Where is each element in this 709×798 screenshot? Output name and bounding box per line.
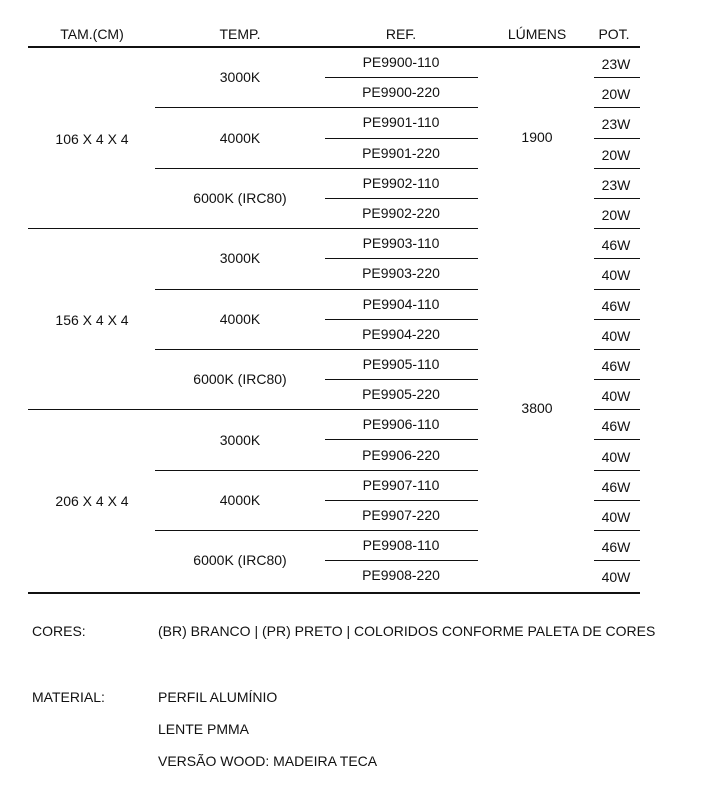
cores-value: (BR) BRANCO | (PR) PRETO | COLORIDOS CONFORME PALETA DE CORES <box>158 623 656 639</box>
ref-cell: PE9905-220 <box>362 386 440 403</box>
pot-row-rule <box>594 138 640 139</box>
pot-cell: 23W <box>601 56 631 72</box>
temp-cell: 6000K (IRC80) <box>193 371 287 388</box>
ref-cell: PE9901-220 <box>362 144 440 161</box>
temp-cell: 4000K <box>219 129 261 146</box>
ref-row-rule <box>325 77 478 78</box>
size-cell: 206 X 4 X 4 <box>55 492 129 509</box>
pot-cell: 40W <box>601 267 631 284</box>
ref-row-rule <box>325 198 478 199</box>
temp-cell: 4000K <box>219 310 261 327</box>
pot-cell: 40W <box>601 448 631 465</box>
material-line: PERFIL ALUMÍNIO <box>158 689 278 705</box>
lumens-cell: 3800 <box>521 400 553 417</box>
temp-cell: 3000K <box>219 69 261 86</box>
ref-cell: PE9907-110 <box>362 476 440 493</box>
ref-row-rule <box>325 560 478 561</box>
ref-cell: PE9902-220 <box>362 205 440 221</box>
material-label: MATERIAL: <box>32 689 105 705</box>
pot-row-rule <box>594 530 640 531</box>
temp-group-rule <box>155 470 478 471</box>
notes-section <box>0 600 709 798</box>
pot-cell: 40W <box>601 327 631 344</box>
ref-row-rule <box>325 138 478 139</box>
pot-row-rule <box>594 379 640 380</box>
pot-cell: 46W <box>601 237 631 254</box>
ref-cell: PE9900-220 <box>362 84 440 101</box>
temp-cell: 6000K (IRC80) <box>193 552 287 569</box>
temp-group-rule <box>155 107 478 108</box>
pot-cell: 23W <box>601 116 631 133</box>
cores-label: CORES: <box>32 623 86 639</box>
pot-row-rule <box>594 168 640 169</box>
size-group-rule <box>28 409 478 410</box>
header-temp: TEMP. <box>219 26 261 42</box>
ref-row-rule <box>325 379 478 380</box>
material-line: LENTE PMMA <box>158 721 250 737</box>
ref-cell: PE9906-220 <box>362 446 440 463</box>
ref-cell: PE9906-110 <box>362 416 440 433</box>
header-pot: POT. <box>598 26 630 42</box>
ref-cell: PE9908-220 <box>362 567 440 584</box>
pot-row-rule <box>594 228 640 229</box>
ref-cell: PE9904-110 <box>362 295 440 312</box>
ref-cell: PE9905-110 <box>362 356 440 372</box>
pot-row-rule <box>594 470 640 471</box>
temp-cell: 3000K <box>219 250 261 267</box>
pot-cell: 40W <box>601 388 631 405</box>
pot-cell: 20W <box>601 207 631 223</box>
bottom-rule <box>28 592 640 594</box>
pot-row-rule <box>594 500 640 501</box>
ref-row-rule <box>325 500 478 501</box>
ref-row-rule <box>325 439 478 440</box>
temp-group-rule <box>155 530 478 531</box>
pot-cell: 46W <box>601 358 631 374</box>
temp-group-rule <box>155 289 478 290</box>
pot-cell: 40W <box>601 569 631 586</box>
temp-cell: 3000K <box>219 431 261 448</box>
header-lumens: LÚMENS <box>507 26 567 42</box>
header-size: TAM.(CM) <box>60 26 124 42</box>
ref-cell: PE9903-220 <box>362 265 440 282</box>
pot-row-rule <box>594 198 640 199</box>
pot-row-rule <box>594 289 640 290</box>
ref-cell: PE9907-220 <box>362 507 440 523</box>
temp-cell: 6000K (IRC80) <box>193 189 287 206</box>
pot-row-rule <box>594 409 640 410</box>
pot-row-rule <box>594 107 640 108</box>
pot-cell: 46W <box>601 539 631 556</box>
material-line: VERSÃO WOOD: MADEIRA TECA <box>158 753 378 769</box>
size-cell: 106 X 4 X 4 <box>55 130 129 147</box>
pot-row-rule <box>594 439 640 440</box>
pot-cell: 46W <box>601 297 631 314</box>
header-ref: REF. <box>385 26 417 42</box>
pot-row-rule <box>594 258 640 259</box>
temp-cell: 4000K <box>219 491 261 508</box>
pot-cell: 40W <box>601 509 631 525</box>
pot-row-rule <box>594 319 640 320</box>
ref-cell: PE9903-110 <box>362 235 440 252</box>
header-rule <box>28 46 640 48</box>
pot-cell: 20W <box>601 86 631 103</box>
pot-row-rule <box>594 349 640 350</box>
size-group-rule <box>28 228 478 229</box>
ref-cell: PE9904-220 <box>362 325 440 342</box>
ref-row-rule <box>325 319 478 320</box>
ref-row-rule <box>325 258 478 259</box>
pot-cell: 46W <box>601 418 631 435</box>
ref-cell: PE9908-110 <box>362 537 440 554</box>
lumens-cell: 1900 <box>521 128 553 145</box>
ref-cell: PE9901-110 <box>362 114 440 131</box>
pot-row-rule <box>594 77 640 78</box>
temp-group-rule <box>155 349 478 350</box>
pot-row-rule <box>594 560 640 561</box>
pot-cell: 46W <box>601 478 631 495</box>
pot-cell: 20W <box>601 146 631 163</box>
ref-cell: PE9900-110 <box>362 54 440 70</box>
temp-group-rule <box>155 168 478 169</box>
size-cell: 156 X 4 X 4 <box>55 311 129 328</box>
ref-cell: PE9902-110 <box>362 174 440 191</box>
pot-cell: 23W <box>601 176 631 193</box>
